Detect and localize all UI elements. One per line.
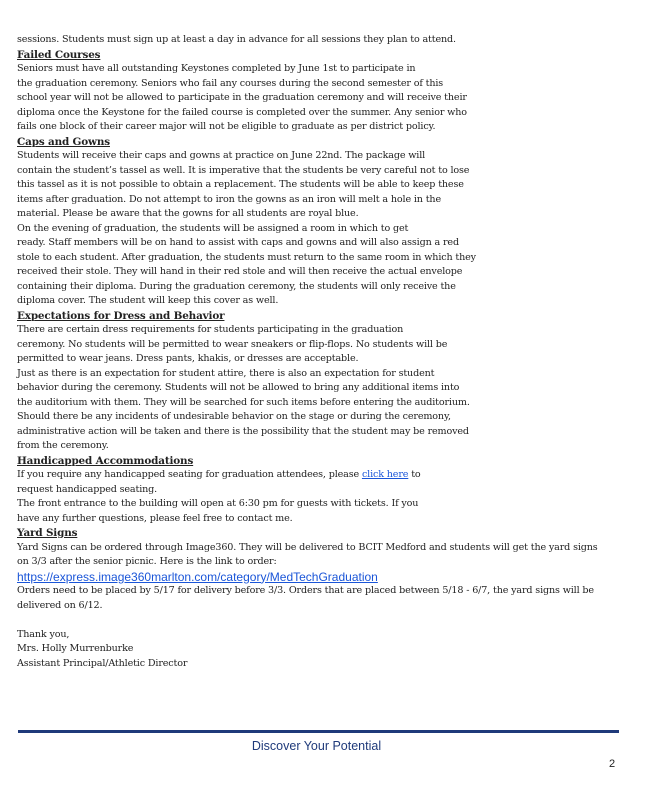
paragraph-line: the auditorium with them. They will be searched for such items before entering the auditorium.: [17, 396, 470, 408]
paragraph-line: this tassel as it is not possible to obtain a replacement. The students will be able to keep these: [17, 179, 464, 190]
paragraph-line: ceremony. No students will be permitted to wear sneakers or flip-flops. No students will be: [17, 338, 448, 350]
footer-tagline: Discover Your Potential: [251, 739, 382, 753]
footer-divider: [18, 730, 619, 733]
paragraph-line: administrative action will be taken and there is the possibility that the student may be removed: [17, 425, 469, 437]
page-number: 2: [609, 758, 616, 770]
paragraph-line: stole to each student. After graduation, the students must return to the same room in which they: [17, 251, 476, 263]
paragraph-line: delivered on 6/12.: [17, 599, 103, 611]
paragraph-line: request handicapped seating.: [17, 483, 158, 495]
paragraph-line: contain the student’s tassel as well. It is imperative that the students be very careful not to lose: [17, 164, 470, 176]
document-body: [17, 33, 637, 671]
paragraph-line: Seniors must have all outstanding Keystones completed by June 1st to participate in: [17, 63, 416, 74]
handicapped-seating-link[interactable]: click here: [361, 469, 409, 480]
paragraph-line: There are certain dress requirements for students participating in the graduation: [17, 324, 404, 335]
paragraph-line: ready. Staff members will be on hand to assist with caps and gowns and will also assign a red: [17, 237, 459, 248]
text-segment: If you require any handicapped seating for graduation attendees, please: [17, 469, 362, 480]
paragraph-line: the graduation ceremony. Seniors who fail any courses during the second semester of this: [17, 77, 444, 89]
paragraph-line: fails one block of their career major will not be eligible to graduate as per district policy.: [17, 121, 436, 132]
section-heading: Expectations for Dress and Behavior: [17, 309, 225, 322]
paragraph-line: sessions. Students must sign up at least a day in advance for all sessions they plan to attend.: [17, 34, 456, 45]
paragraph-line: Thank you,: [17, 628, 70, 640]
paragraph-line: received their stole. They will hand in their red stole and will then receive the actual envelope: [17, 266, 463, 277]
yard-sign-order-link[interactable]: https://express.image360marlton.com/category/MedTechGraduation: [17, 569, 378, 584]
paragraph-line: Students will receive their caps and gowns at practice on June 22nd. The package will: [17, 150, 426, 161]
paragraph-line: from the ceremony.: [17, 440, 109, 451]
paragraph-line: Mrs. Holly Murrenburke: [17, 643, 134, 654]
paragraph-line: Orders need to be placed by 5/17 for delivery before 3/3. Orders that are placed between 5/18 - 6/7, the yard signs will be: [17, 585, 594, 596]
paragraph-line: material. Please be aware that the gowns for all students are royal blue.: [17, 208, 359, 219]
paragraph-line: items after graduation. Do not attempt to iron the gowns as an iron will melt a hole in the: [17, 193, 441, 205]
paragraph-line: [17, 468, 637, 483]
section-heading: Yard Signs: [17, 527, 78, 539]
section-heading: Handicapped Accommodations: [17, 454, 194, 467]
paragraph-line: The front entrance to the building will open at 6:30 pm for guests with tickets. If you: [17, 498, 419, 509]
paragraph-line: containing their diploma. During the graduation ceremony, the students will only receive the: [17, 280, 456, 292]
paragraph-line: Yard Signs can be ordered through Image360. They will be delivered to BCIT Medford and students will get the yard signs: [17, 541, 598, 553]
paragraph-line: have any further questions, please feel free to contact me.: [17, 512, 293, 524]
section-heading: Caps and Gowns: [17, 135, 110, 148]
paragraph-line: diploma cover. The student will keep this cover as well.: [17, 295, 279, 306]
blank-line: [17, 613, 637, 628]
paragraph-line: school year will not be allowed to participate in the graduation ceremony and will receive their: [17, 92, 467, 103]
paragraph-line: Assistant Principal/Athletic Director: [17, 657, 188, 669]
url-line: [17, 570, 637, 585]
paragraph-line: Just as there is an expectation for student attire, there is also an expectation for student: [17, 367, 435, 379]
paragraph-line: permitted to wear jeans. Dress pants, khakis, or dresses are acceptable.: [17, 353, 359, 364]
paragraph-line: diploma once the Keystone for the failed course is completed over the summer. Any senior who: [17, 106, 467, 118]
paragraph-line: behavior during the ceremony. Students will not be allowed to bring any additional items into: [17, 382, 460, 393]
text-segment: to: [408, 469, 421, 480]
paragraph-line: on 3/3 after the senior picnic. Here is the link to order:: [17, 556, 277, 567]
paragraph-line: Should there be any incidents of undesirable behavior on the stage or during the ceremony,: [17, 411, 451, 422]
paragraph-line: On the evening of graduation, the students will be assigned a room in which to get: [17, 222, 409, 234]
section-heading: Failed Courses: [17, 48, 101, 61]
